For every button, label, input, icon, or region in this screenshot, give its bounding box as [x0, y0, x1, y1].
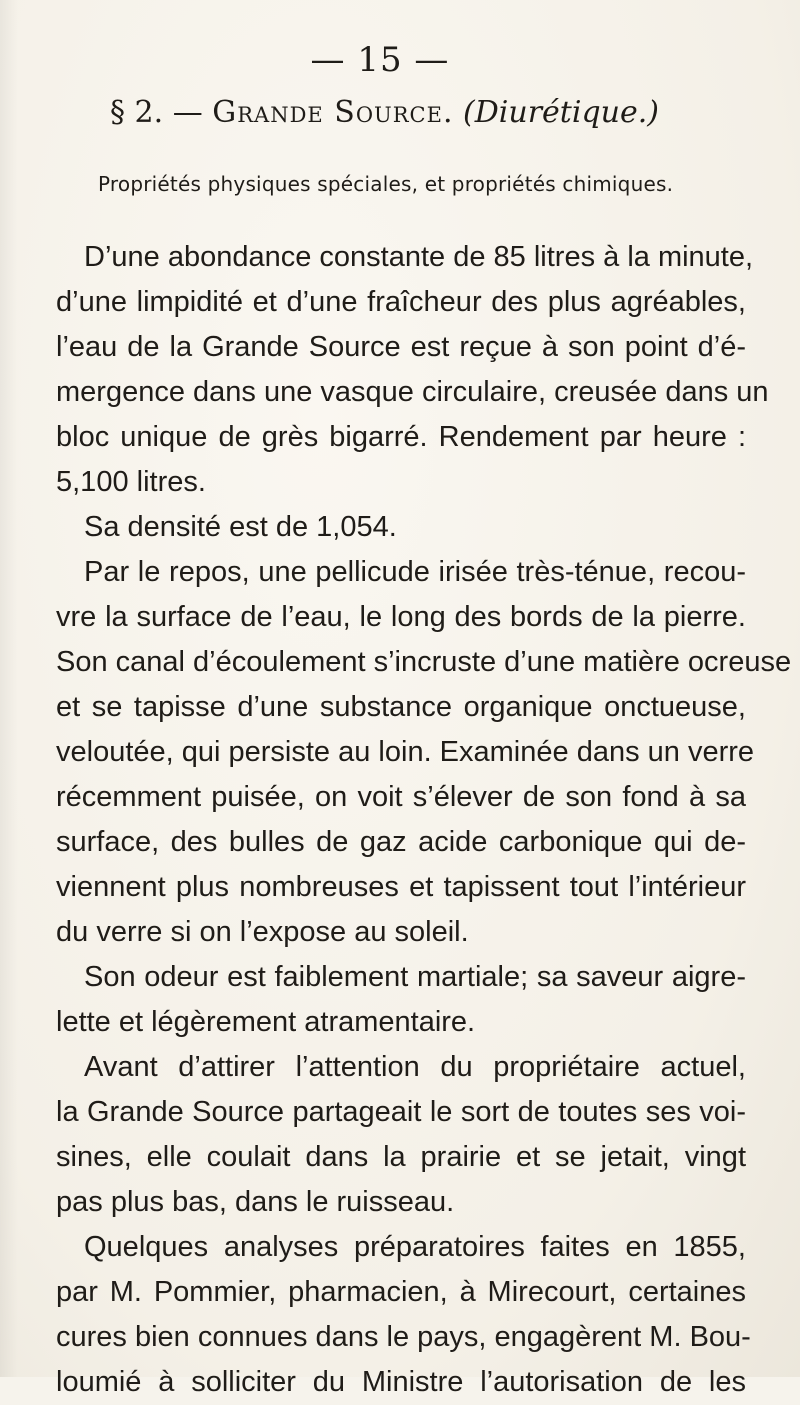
text-line: loumié à solliciter du Ministre l’autorisation de les [56, 1366, 746, 1398]
text-line: par M. Pommier, pharmacien, à Mirecourt, certaines [56, 1276, 746, 1308]
paragraph [56, 505, 746, 550]
paragraph [56, 955, 746, 1045]
text-line: récemment puisée, on voit s’élever de son fond à sa [56, 781, 746, 813]
text-line: cures bien connues dans le pays, engagèrent M. Bou- [56, 1321, 751, 1353]
text-line: mergence dans une vasque circulaire, creusée dans un [56, 376, 769, 408]
text-line: Sa densité est de 1,054. [84, 511, 397, 543]
page-number: — 15 — [310, 40, 450, 80]
text-line: Son canal d’écoulement s’incruste d’une matière ocreuse [56, 646, 792, 678]
text-line: du verre si on l’expose au soleil. [56, 916, 469, 948]
section-subtitle: Propriétés physiques spéciales, et propriétés chimiques. [98, 172, 674, 196]
paragraph [56, 1225, 751, 1405]
section-parenthetical: (Diurétique.) [463, 95, 659, 130]
paragraph [56, 1045, 746, 1225]
text-line: d’une limpidité et d’une fraîcheur des plus agréables, [56, 286, 746, 318]
text-line: bloc unique de grès bigarré. Rendement par heure : [56, 421, 746, 453]
text-line: sines, elle coulait dans la prairie et se jetait, vingt [56, 1141, 746, 1173]
page-edge-shadow [0, 0, 18, 1377]
text-line: viennent plus nombreuses et tapissent tout l’intérieur [56, 871, 746, 903]
text-line: 5,100 litres. [56, 466, 206, 498]
text-line: Avant d’attirer l’attention du propriétaire actuel, [84, 1051, 746, 1083]
body-text [56, 235, 792, 1405]
paragraph [56, 235, 769, 505]
text-line: et se tapisse d’une substance organique onctueuse, [56, 691, 746, 723]
text-line: lette et légèrement atramentaire. [56, 1006, 476, 1038]
section-title [110, 95, 750, 130]
text-line: surface, des bulles de gaz acide carbonique qui de- [56, 826, 746, 858]
text-line: D’une abondance constante de 85 litres à la minute, [84, 241, 754, 273]
text-line: Son odeur est faiblement martiale; sa saveur aigre- [84, 961, 746, 993]
paragraph [56, 550, 792, 955]
section-number: § 2. — [110, 95, 203, 130]
text-line: l’eau de la Grande Source est reçue à son point d’é- [56, 331, 746, 363]
text-line: Quelques analyses préparatoires faites en 1855, [84, 1231, 746, 1263]
text-line: Par le repos, une pellicude irisée très-ténue, recou- [84, 556, 746, 588]
text-line: veloutée, qui persiste au loin. Examinée dans un verre [56, 736, 755, 768]
text-line: la Grande Source partageait le sort de toutes ses voi- [56, 1096, 746, 1128]
text-line: vre la surface de l’eau, le long des bords de la pierre. [56, 601, 746, 633]
section-heading: Grande Source. [212, 95, 454, 130]
text-line: pas plus bas, dans le ruisseau. [56, 1186, 455, 1218]
